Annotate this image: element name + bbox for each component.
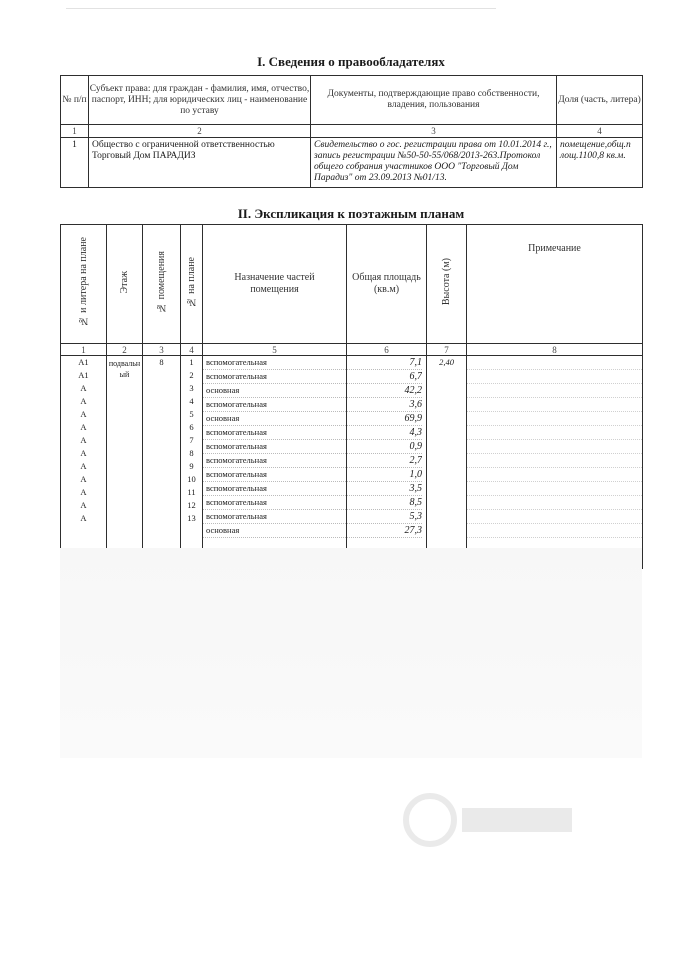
watermark-logo (400, 780, 580, 860)
plan-cell: 1 (189, 357, 194, 367)
purpose-cell: вспомогательная (203, 468, 346, 482)
plan-cell: 12 (187, 500, 196, 510)
header-subject: Субъект права: для граждан - фамилия, имя, отчество, паспорт, ИНН; для юридических лиц - наименование по уставу (89, 76, 311, 125)
purpose-cell: вспомогательная (203, 454, 346, 468)
area-cell: 1,0 (347, 468, 422, 482)
height-value: 2,40 (439, 357, 454, 367)
colnum: 3 (143, 344, 181, 356)
owner-row (61, 138, 643, 188)
area-cell: 3,5 (347, 482, 422, 496)
plan-cell: 6 (189, 422, 194, 432)
plan-cell: 10 (187, 474, 196, 484)
room-column (143, 356, 181, 552)
owners-header-row (61, 76, 643, 125)
header-area: Общая площадь (кв.м) (347, 225, 427, 344)
area-cell: 7,1 (347, 356, 422, 370)
purpose-cell: вспомогательная (203, 440, 346, 454)
note-cell (467, 468, 642, 482)
header-documents: Документы, подтверждающие право собственности, владения, пользования (311, 76, 557, 125)
header-share: Доля (часть, литера) (557, 76, 643, 125)
owners-colnum-row (61, 125, 643, 138)
purpose-cell: основная (203, 412, 346, 426)
floor-column (107, 356, 143, 552)
area-cell: 4,3 (347, 426, 422, 440)
header-litera: № и литера на плане (61, 225, 107, 344)
area-cell: 3,6 (347, 398, 422, 412)
colnum: 1 (61, 344, 107, 356)
section2-title: II. Экспликация к поэтажным планам (237, 206, 465, 221)
owner-share: помещение,общ.п лощ.1100,8 кв.м. (557, 138, 643, 188)
plan-cell: 2 (189, 370, 194, 380)
note-cell (467, 426, 642, 440)
litera-cell: А (80, 513, 87, 523)
area-cell: 5,3 (347, 510, 422, 524)
litera-column (61, 356, 107, 552)
colnum: 6 (347, 344, 427, 356)
litera-cell: А1 (78, 357, 89, 367)
purpose-cell: основная (203, 524, 346, 538)
plan-cell: 4 (189, 396, 194, 406)
litera-cell: А (80, 474, 87, 484)
owners-table (60, 75, 643, 188)
header-purpose: Назначение частей помещения (203, 225, 347, 344)
owner-documents: Свидетельство о гос. регистрации права от 10.01.2014 г., запись регистрации №50-50-55/068/2013-263.Протокол общего собрания участников ООО "Торговый Дом Парадиз" от 23.09.2013 №01/13. (311, 138, 557, 188)
area-cell: 0,9 (347, 440, 422, 454)
note-cell (467, 510, 642, 524)
purpose-cell: вспомогательная (203, 496, 346, 510)
area-cell: 69,9 (347, 412, 422, 426)
litera-cell: А (80, 448, 87, 458)
colnum: 4 (557, 125, 643, 138)
note-cell (467, 398, 642, 412)
scan-blank-area (60, 548, 642, 758)
note-cell (467, 482, 642, 496)
note-cell (467, 496, 642, 510)
room-value: 8 (159, 357, 164, 367)
colnum: 8 (467, 344, 643, 356)
litera-cell: А (80, 461, 87, 471)
colnum: 5 (203, 344, 347, 356)
plan-column (181, 356, 203, 552)
area-cell: 27,3 (347, 524, 422, 538)
colnum: 2 (89, 125, 311, 138)
header-height: Высота (м) (427, 225, 467, 344)
purpose-column (203, 356, 347, 552)
litera-cell: А1 (78, 370, 89, 380)
purpose-cell: вспомогательная (203, 398, 346, 412)
plan-cell: 11 (187, 487, 196, 497)
owner-subject: Общество с ограниченной ответственностью Торговый Дом ПАРАДИЗ (89, 138, 311, 188)
explication-body-row (61, 356, 643, 552)
note-cell (467, 524, 642, 538)
purpose-cell: вспомогательная (203, 426, 346, 440)
plan-cell: 9 (189, 461, 194, 471)
note-cell (467, 356, 642, 370)
plan-cell: 8 (189, 448, 194, 458)
purpose-cell: вспомогательная (203, 370, 346, 384)
note-cell (467, 384, 642, 398)
plan-cell: 7 (189, 435, 194, 445)
scan-artifact (66, 8, 496, 19)
area-cell: 42,2 (347, 384, 422, 398)
colnum: 4 (181, 344, 203, 356)
header-note: Примечание (467, 225, 643, 344)
header-plan-no: № на плане (181, 225, 203, 344)
note-cell (467, 454, 642, 468)
plan-cell: 13 (187, 513, 196, 523)
plan-cell: 5 (189, 409, 194, 419)
note-cell (467, 440, 642, 454)
note-cell (467, 370, 642, 384)
note-column (467, 356, 643, 552)
area-cell: 6,7 (347, 370, 422, 384)
height-column (427, 356, 467, 552)
owner-no: 1 (61, 138, 89, 188)
area-cell: 8,5 (347, 496, 422, 510)
litera-cell: А (80, 435, 87, 445)
floor-value: подвальный (108, 359, 141, 379)
colnum: 1 (61, 125, 89, 138)
litera-cell: А (80, 487, 87, 497)
purpose-cell: вспомогательная (203, 482, 346, 496)
plan-cell: 3 (189, 383, 194, 393)
explication-colnum-row (61, 344, 643, 356)
purpose-cell: вспомогательная (203, 510, 346, 524)
header-no: № п/п (61, 76, 89, 125)
area-cell: 2,7 (347, 454, 422, 468)
litera-cell: А (80, 396, 87, 406)
area-column (347, 356, 427, 552)
header-room-no: № помещения (143, 225, 181, 344)
colnum: 2 (107, 344, 143, 356)
litera-cell: А (80, 383, 87, 393)
litera-cell: А (80, 409, 87, 419)
explication-header-row (61, 225, 643, 344)
purpose-cell: основная (203, 384, 346, 398)
explication-table (60, 224, 643, 569)
purpose-cell: вспомогательная (203, 356, 346, 370)
litera-cell: А (80, 500, 87, 510)
colnum: 7 (427, 344, 467, 356)
header-floor: Этаж (107, 225, 143, 344)
note-cell (467, 412, 642, 426)
section1-title: I. Сведения о правообладателях (257, 54, 445, 69)
litera-cell: А (80, 422, 87, 432)
colnum: 3 (311, 125, 557, 138)
